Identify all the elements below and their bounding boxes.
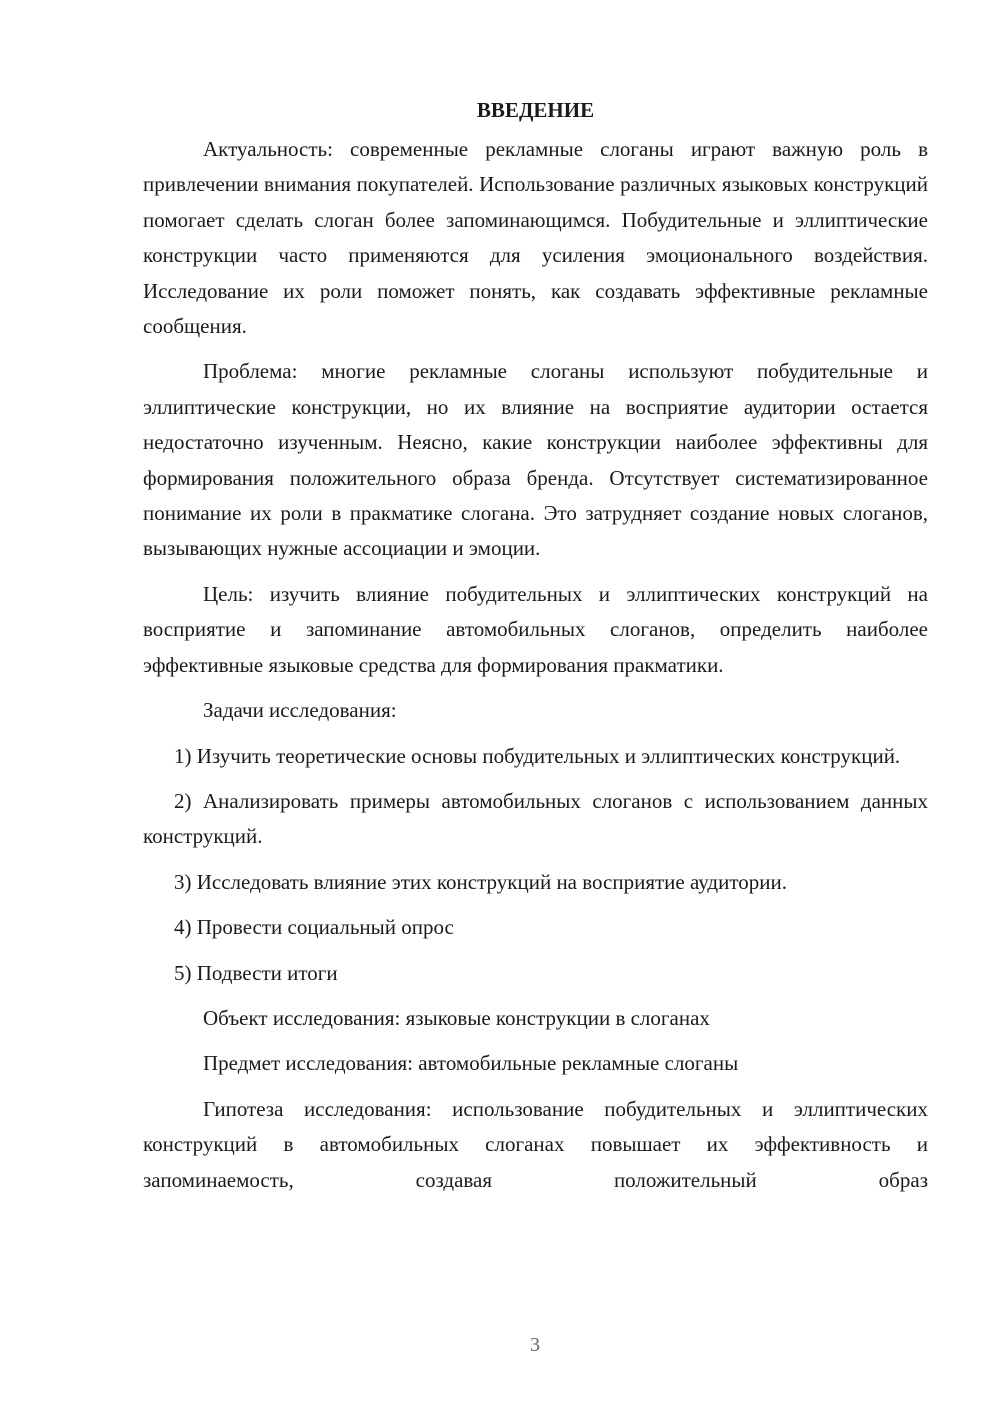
problem-paragraph: Проблема: многие рекламные слоганы используют побудительные и эллиптические конструкции, но их влияние на восприятие аудитории остается недостаточно изученным. Неясно, какие конструкции наиболее эффективны для формирования положительного образа бренда. Отсутствует систематизированное понимание их роли в пракматике слогана. Это затрудняет создание новых слоганов, вызывающих нужные ассоциации и эмоции.: [143, 359, 928, 561]
task-item-1: 1) Изучить теоретические основы побудительных и эллиптических конструкций.: [174, 743, 901, 768]
subject-paragraph: Предмет исследования: автомобильные рекламные слоганы: [203, 1051, 739, 1076]
section-title: ВВЕДЕНИЕ: [476, 98, 595, 122]
hypothesis-paragraph: Гипотеза исследования: использование побудительных и эллиптических конструкций в автомобильных слоганах повышает их эффективность и запоминаемость, создавая положительный образ: [143, 1096, 928, 1192]
task-item-3: 3) Исследовать влияние этих конструкций на восприятие аудитории.: [174, 869, 787, 894]
task-item-2: 2) Анализировать примеры автомобильных слоганов с использованием данных конструкций.: [143, 788, 928, 849]
goal-paragraph: Цель: изучить влияние побудительных и эллиптических конструкций на восприятие и запоминание автомобильных слоганов, определить наиболее эффективные языковые средства для формирования пракматики.: [143, 581, 928, 677]
tasks-heading: Задачи исследования:: [203, 698, 397, 723]
relevance-paragraph: Актуальность: современные рекламные слоганы играют важную роль в привлечении внимания покупателей. Использование различных языковых конструкций помогает сделать слоган более запоминающимся. Побудительные и эллиптические конструкции часто применяются для усиления эмоционального воздействия. Исследование их роли поможет понять, как создавать эффективные рекламные сообщения.: [143, 137, 928, 339]
object-paragraph: Объект исследования: языковые конструкции в слоганах: [203, 1005, 710, 1030]
task-item-4: 4) Провести социальный опрос: [174, 915, 454, 940]
task-item-5: 5) Подвести итоги: [174, 960, 338, 985]
document-page: [143, 92, 928, 1198]
page-number: 3: [530, 1334, 540, 1356]
